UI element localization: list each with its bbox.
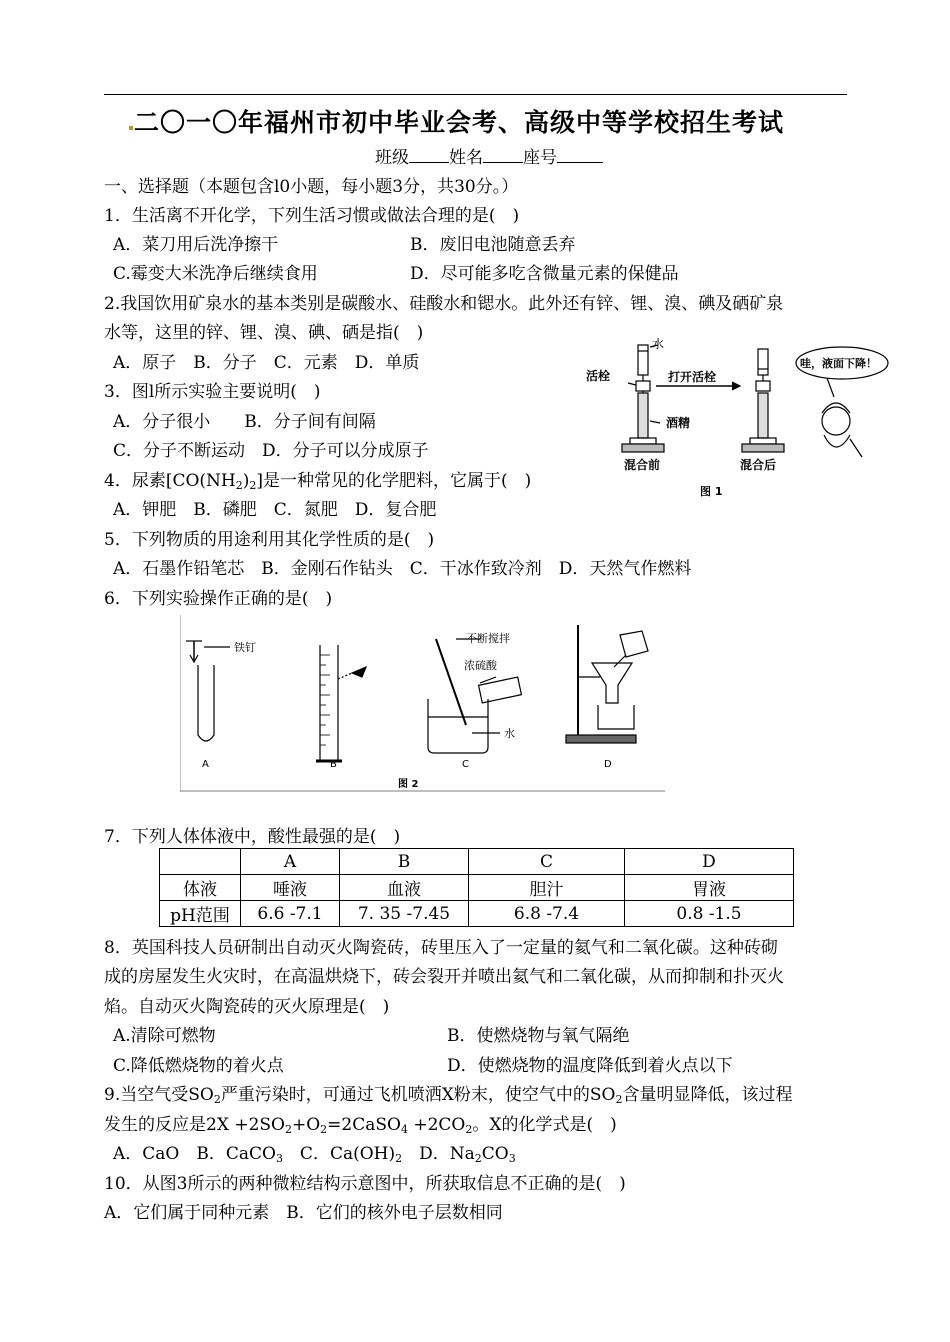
figD-pour-beaker [620, 631, 648, 657]
fig2-label-b: B [330, 759, 337, 770]
table-cell: 血液 [340, 875, 469, 901]
table-cell: B [340, 849, 469, 875]
q8-line3: 焰。自动灭火陶瓷砖的灭火原理是( ) [104, 997, 390, 1017]
q2-line2: 水等，这里的锌、锂、溴、碘、硒是指( ) [104, 323, 424, 343]
ph-table [159, 848, 794, 927]
table-row [160, 849, 794, 875]
q4-options: A．钾肥 B．磷肥 C．氮肥 D．复合肥 [113, 500, 437, 520]
fig1-left-stopcock [636, 381, 650, 391]
fig1-label-stopcock: 活栓 [586, 369, 611, 383]
section-heading: 一、选择题（本题包含l0小题，每小题3分，共30分。） [104, 177, 519, 197]
q1-option-c: C.霉变大米洗净后继续食用 [113, 264, 318, 284]
fig1-label-before: 混合前 [624, 458, 661, 472]
q1-option-b: B．废旧电池随意丢弃 [410, 235, 576, 255]
fig2-label-d: D [604, 759, 612, 770]
table-cell: 唾液 [241, 875, 340, 901]
q5-stem: 5．下列物质的用途利用其化学性质的是( ) [104, 530, 435, 550]
figure-2 [180, 615, 665, 792]
q8-option-c: C.降低燃烧物的着火点 [113, 1056, 284, 1076]
table-cell: 0.8 -1.5 [625, 901, 794, 927]
name-blank[interactable] [483, 148, 523, 163]
q5-options: A．石墨作铅笔芯 B．金刚石作钻头 C．干冰作致冷剂 D．天然气作燃料 [113, 559, 692, 579]
q4-stem: 4．尿素$[CO(NH_2)_2]$是一种常见的化学肥料，它属于( ) [104, 471, 532, 492]
fig2-caption: 图 2 [398, 779, 419, 790]
fig2-label-c: C [462, 759, 469, 770]
table-cell: 胆汁 [469, 875, 625, 901]
figC-beaker [428, 699, 488, 753]
fig1-label-water: 水 [652, 337, 665, 351]
table-cell: 6.6 -7.1 [241, 901, 340, 927]
figC-glass-rod [436, 639, 466, 725]
student-info-line [375, 143, 603, 168]
table-cell: D [625, 849, 794, 875]
q9-line1: 9.当空气受$SO_2$严重污染时，可通过飞机喷洒X粉末，使空气中的$SO_2$含量明显降低，该过程 [104, 1085, 793, 1106]
class-blank[interactable] [409, 148, 449, 163]
fig1-caption: 图 1 [700, 485, 723, 498]
table-cell: 7. 35 -7.45 [340, 901, 469, 927]
table-cell: 6.8 -7.4 [469, 901, 625, 927]
fig1-child-face [822, 407, 850, 435]
top-rule [104, 94, 847, 95]
fig1-label-alcohol: 酒精 [666, 416, 691, 430]
q2-line1: 2.我国饮用矿泉水的基本类别是碳酸水、硅酸水和锶水。此外还有锌、锂、溴、碘及硒矿泉 [104, 294, 784, 314]
q9-options: A．CaO B．CaCO$_3$ C．$Ca(OH)_2$ D．$Na_2CO_3$ [113, 1144, 516, 1165]
q2-options: A．原子 B．分子 C．元素 D．单质 [113, 353, 420, 373]
fig2-label-acid: 浓硫酸 [464, 659, 497, 672]
q1-option-a: A．菜刀用后洗净擦干 [113, 235, 279, 255]
fig1-left-upper-tube [638, 345, 648, 375]
q8-option-d: D．使燃烧物的温度降低到着火点以下 [447, 1056, 733, 1076]
q10-stem: 10．从图3所示的两种微粒结构示意图中，所获取信息不正确的是( ) [104, 1174, 626, 1194]
q7-stem: 7．下列人体体液中，酸性最强的是( ) [104, 827, 401, 847]
fig2-label-a: A [202, 759, 209, 770]
seat-label: 座号 [523, 148, 557, 168]
table-cell: 体液 [160, 875, 241, 901]
q8-line2: 成的房屋发生火灾时，在高温烘烧下，砖会裂开并喷出氦气和二氧化碳，从而抑制和扑灭火 [104, 967, 784, 987]
fig1-right-lower-tube [758, 393, 768, 438]
table-cell: C [469, 849, 625, 875]
name-label: 姓名 [449, 148, 483, 168]
table-cell: A [241, 849, 340, 875]
fig2-label-water: 水 [504, 727, 515, 740]
fig1-right-stopcock [756, 381, 770, 391]
q1-stem: 1．生活离不开化学，下列生活习惯或做法合理的是( ) [104, 206, 520, 226]
q1-option-d: D．尽可能多吃含微量元素的保健品 [410, 264, 679, 284]
table-cell: pH范围 [160, 901, 241, 927]
page-title: 二〇一〇年福州市初中毕业会考、高级中等学校招生考试 [134, 108, 785, 137]
table-row [160, 875, 794, 901]
table-cell [160, 849, 241, 875]
table-row [160, 901, 794, 927]
q9-line2: 发生的反应是$2X +2SO_2+O_2=2CaSO_4 +2CO_2$。X的化学式是( ) [104, 1115, 617, 1136]
q10-options: A．它们属于同种元素 B．它们的核外电子层数相同 [104, 1203, 503, 1223]
q8-option-a: A.清除可燃物 [113, 1026, 216, 1046]
seat-blank[interactable] [557, 148, 603, 163]
figA-test-tube [198, 665, 214, 741]
fig2-label-nail: 铁钉 [234, 641, 256, 654]
fig2-label-stir: 不断搅拌 [466, 632, 510, 645]
q8-line1: 8．英国科技人员研制出自动灭火陶瓷砖，砖里压入了一定量的氦气和二氧化碳。这种砖砌 [104, 938, 778, 958]
q8-option-b: B．使燃烧物与氧气隔绝 [447, 1026, 630, 1046]
class-label: 班级 [375, 148, 409, 168]
fig1-label-after: 混合后 [740, 458, 777, 472]
figD-beaker [598, 705, 634, 729]
figure-1 [572, 335, 892, 505]
q3-stem: 3．图l所示实验主要说明( ) [104, 382, 321, 402]
fig1-left-lower-tube [638, 393, 648, 438]
figD-funnel [592, 663, 632, 703]
fig1-speech-text: 哇，液面下降！ [800, 357, 877, 370]
title-mark [129, 126, 133, 130]
figB-cylinder [320, 645, 338, 761]
q3-options2: C．分子不断运动 D．分子可以分成原子 [113, 441, 429, 461]
fig1-right-upper-tube [758, 349, 768, 375]
q3-options1: A．分子很小 B．分子间有间隔 [113, 412, 376, 432]
table-cell: 胃液 [625, 875, 794, 901]
fig1-label-open: 打开活栓 [668, 370, 717, 384]
q6-stem: 6．下列实验操作正确的是( ) [104, 589, 333, 609]
figB-eye [352, 667, 366, 677]
